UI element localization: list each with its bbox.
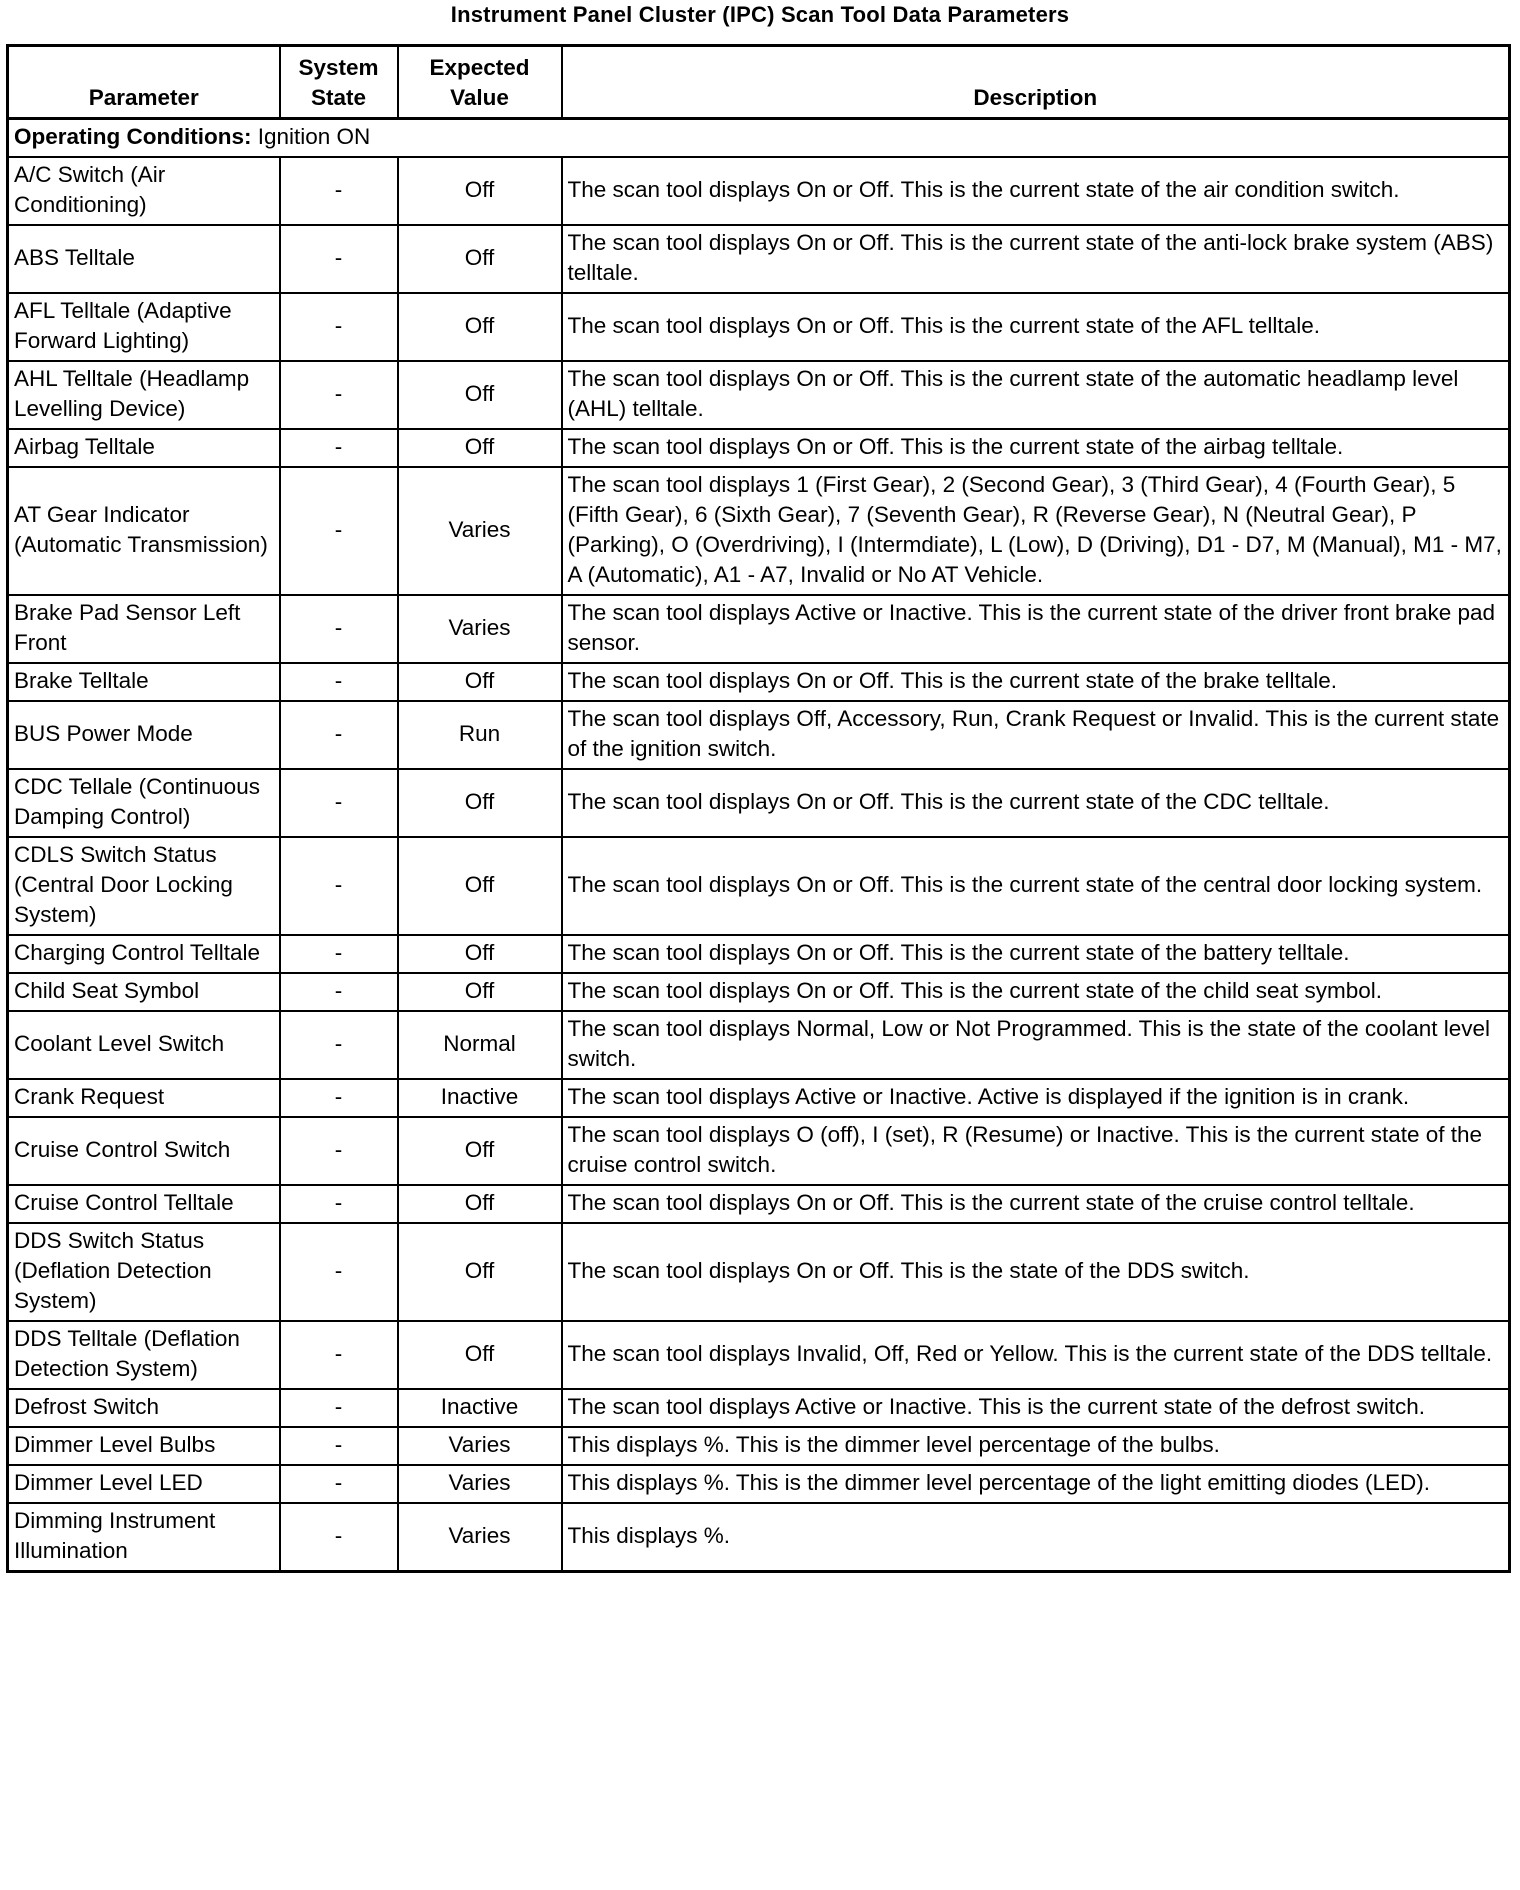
row-description: The scan tool displays Off, Accessory, Run, Crank Request or Invalid. This is the current state of the ignition switch.: [562, 701, 1510, 769]
row-description: The scan tool displays On or Off. This is the current state of the cruise control telltale.: [562, 1185, 1510, 1223]
row-description: The scan tool displays Normal, Low or Not Programmed. This is the state of the coolant level switch.: [562, 1011, 1510, 1079]
row-description: The scan tool displays Invalid, Off, Red or Yellow. This is the current state of the DDS telltale.: [562, 1321, 1510, 1389]
row-system-state: -: [280, 1223, 398, 1321]
row-description: The scan tool displays On or Off. This is the current state of the battery telltale.: [562, 935, 1510, 973]
header-description: Description: [562, 46, 1510, 119]
row-description: The scan tool displays Active or Inactive. Active is displayed if the ignition is in crank.: [562, 1079, 1510, 1117]
table-row: [8, 837, 1510, 935]
table-row: [8, 769, 1510, 837]
row-parameter: A/C Switch (Air Conditioning): [8, 157, 280, 225]
row-description: The scan tool displays Active or Inactive. This is the current state of the driver front brake pad sensor.: [562, 595, 1510, 663]
row-expected-value: Run: [398, 701, 562, 769]
row-description: The scan tool displays On or Off. This is the current state of the brake telltale.: [562, 663, 1510, 701]
table-row: [8, 1503, 1510, 1572]
row-system-state: -: [280, 663, 398, 701]
row-description: The scan tool displays On or Off. This is the current state of the AFL telltale.: [562, 293, 1510, 361]
row-system-state: -: [280, 1503, 398, 1572]
row-description: The scan tool displays On or Off. This is the current state of the airbag telltale.: [562, 429, 1510, 467]
table-row: [8, 701, 1510, 769]
row-parameter: Crank Request: [8, 1079, 280, 1117]
table-row: [8, 1011, 1510, 1079]
row-system-state: -: [280, 1185, 398, 1223]
table-row: [8, 1117, 1510, 1185]
row-expected-value: Off: [398, 973, 562, 1011]
table-row: [8, 663, 1510, 701]
row-parameter: Brake Pad Sensor Left Front: [8, 595, 280, 663]
row-expected-value: Varies: [398, 1427, 562, 1465]
row-expected-value: Off: [398, 361, 562, 429]
row-system-state: -: [280, 1079, 398, 1117]
row-parameter: CDLS Switch Status (Central Door Locking System): [8, 837, 280, 935]
row-expected-value: Varies: [398, 1503, 562, 1572]
table-header-row: [8, 46, 1510, 119]
row-system-state: -: [280, 935, 398, 973]
table-row: [8, 935, 1510, 973]
row-description: The scan tool displays O (off), I (set), R (Resume) or Inactive. This is the current state of the cruise control switch.: [562, 1117, 1510, 1185]
row-expected-value: Off: [398, 225, 562, 293]
table-row: [8, 1185, 1510, 1223]
row-parameter: ABS Telltale: [8, 225, 280, 293]
row-parameter: AHL Telltale (Headlamp Levelling Device): [8, 361, 280, 429]
row-parameter: Dimming Instrument Illumination: [8, 1503, 280, 1572]
row-expected-value: Off: [398, 293, 562, 361]
row-parameter: DDS Telltale (Deflation Detection System): [8, 1321, 280, 1389]
table-row: [8, 361, 1510, 429]
row-parameter: Coolant Level Switch: [8, 1011, 280, 1079]
row-expected-value: Off: [398, 837, 562, 935]
row-parameter: Dimmer Level LED: [8, 1465, 280, 1503]
row-parameter: Cruise Control Switch: [8, 1117, 280, 1185]
row-expected-value: Off: [398, 429, 562, 467]
row-system-state: -: [280, 1427, 398, 1465]
table-row: [8, 1465, 1510, 1503]
row-description: This displays %. This is the dimmer level percentage of the bulbs.: [562, 1427, 1510, 1465]
row-description: The scan tool displays On or Off. This is the state of the DDS switch.: [562, 1223, 1510, 1321]
row-expected-value: Off: [398, 1223, 562, 1321]
row-system-state: -: [280, 225, 398, 293]
table-row: [8, 1427, 1510, 1465]
operating-conditions-label: Operating Conditions:: [14, 124, 252, 149]
scan-tool-parameters-table: [6, 44, 1511, 1573]
operating-conditions-cell: [8, 119, 1510, 158]
row-expected-value: Off: [398, 663, 562, 701]
row-expected-value: Off: [398, 157, 562, 225]
row-description: The scan tool displays On or Off. This is the current state of the air condition switch.: [562, 157, 1510, 225]
row-expected-value: Inactive: [398, 1079, 562, 1117]
row-description: This displays %.: [562, 1503, 1510, 1572]
table-row: [8, 225, 1510, 293]
row-parameter: DDS Switch Status (Deflation Detection System): [8, 1223, 280, 1321]
row-system-state: -: [280, 1117, 398, 1185]
row-system-state: -: [280, 361, 398, 429]
row-expected-value: Off: [398, 1117, 562, 1185]
page-title: Instrument Panel Cluster (IPC) Scan Tool Data Parameters: [450, 2, 1070, 27]
row-description: The scan tool displays Active or Inactive. This is the current state of the defrost switch.: [562, 1389, 1510, 1427]
row-system-state: -: [280, 1321, 398, 1389]
row-parameter: Charging Control Telltale: [8, 935, 280, 973]
row-parameter: Dimmer Level Bulbs: [8, 1427, 280, 1465]
row-system-state: -: [280, 1465, 398, 1503]
row-parameter: Brake Telltale: [8, 663, 280, 701]
row-description: The scan tool displays On or Off. This is the current state of the CDC telltale.: [562, 769, 1510, 837]
row-parameter: BUS Power Mode: [8, 701, 280, 769]
table-row: [8, 973, 1510, 1011]
table-row: [8, 293, 1510, 361]
row-system-state: -: [280, 837, 398, 935]
row-expected-value: Varies: [398, 595, 562, 663]
row-system-state: -: [280, 467, 398, 595]
row-system-state: -: [280, 157, 398, 225]
header-parameter: Parameter: [8, 46, 280, 119]
row-expected-value: Normal: [398, 1011, 562, 1079]
row-system-state: -: [280, 769, 398, 837]
row-expected-value: Off: [398, 769, 562, 837]
table-row: [8, 157, 1510, 225]
table-row: [8, 429, 1510, 467]
table-row: [8, 595, 1510, 663]
row-parameter: Defrost Switch: [8, 1389, 280, 1427]
table-row: [8, 1389, 1510, 1427]
table-row: [8, 467, 1510, 595]
header-expected-value: Expected Value: [398, 46, 562, 119]
row-description: The scan tool displays On or Off. This is the current state of the anti-lock brake system (ABS) telltale.: [562, 225, 1510, 293]
row-parameter: Airbag Telltale: [8, 429, 280, 467]
table-row: [8, 1321, 1510, 1389]
row-description: The scan tool displays On or Off. This is the current state of the child seat symbol.: [562, 973, 1510, 1011]
row-system-state: -: [280, 1389, 398, 1427]
row-parameter: CDC Tellale (Continuous Damping Control): [8, 769, 280, 837]
row-system-state: -: [280, 293, 398, 361]
table-body: [8, 119, 1510, 1572]
header-system-state: System State: [280, 46, 398, 119]
row-expected-value: Inactive: [398, 1389, 562, 1427]
row-expected-value: Varies: [398, 467, 562, 595]
operating-conditions-row: [8, 119, 1510, 158]
row-parameter: AFL Telltale (Adaptive Forward Lighting): [8, 293, 280, 361]
row-parameter: Child Seat Symbol: [8, 973, 280, 1011]
row-system-state: -: [280, 1011, 398, 1079]
row-parameter: AT Gear Indicator (Automatic Transmission): [8, 467, 280, 595]
row-expected-value: Varies: [398, 1465, 562, 1503]
row-parameter: Cruise Control Telltale: [8, 1185, 280, 1223]
table-row: [8, 1079, 1510, 1117]
row-system-state: -: [280, 701, 398, 769]
table-row: [8, 1223, 1510, 1321]
row-expected-value: Off: [398, 1321, 562, 1389]
row-expected-value: Off: [398, 1185, 562, 1223]
row-expected-value: Off: [398, 935, 562, 973]
row-description: The scan tool displays On or Off. This is the current state of the central door locking system.: [562, 837, 1510, 935]
row-description: The scan tool displays 1 (First Gear), 2 (Second Gear), 3 (Third Gear), 4 (Fourth Gear), 5 (Fifth Gear), 6 (Sixth Gear), 7 (Seventh Gear), R (Reverse Gear), N (Neutral Gear), P (Parking), O (Overdriving), I (Intermdiate), L (Low), D (Driving), D1 - D7, M (Manual), M1 - M7, A (Automatic), A1 - A7, Invalid or No AT Vehicle.: [562, 467, 1510, 595]
row-description: This displays %. This is the dimmer level percentage of the light emitting diodes (LED).: [562, 1465, 1510, 1503]
row-description: The scan tool displays On or Off. This is the current state of the automatic headlamp level (AHL) telltale.: [562, 361, 1510, 429]
row-system-state: -: [280, 595, 398, 663]
row-system-state: -: [280, 973, 398, 1011]
row-system-state: -: [280, 429, 398, 467]
operating-conditions-value: Ignition ON: [251, 124, 371, 149]
